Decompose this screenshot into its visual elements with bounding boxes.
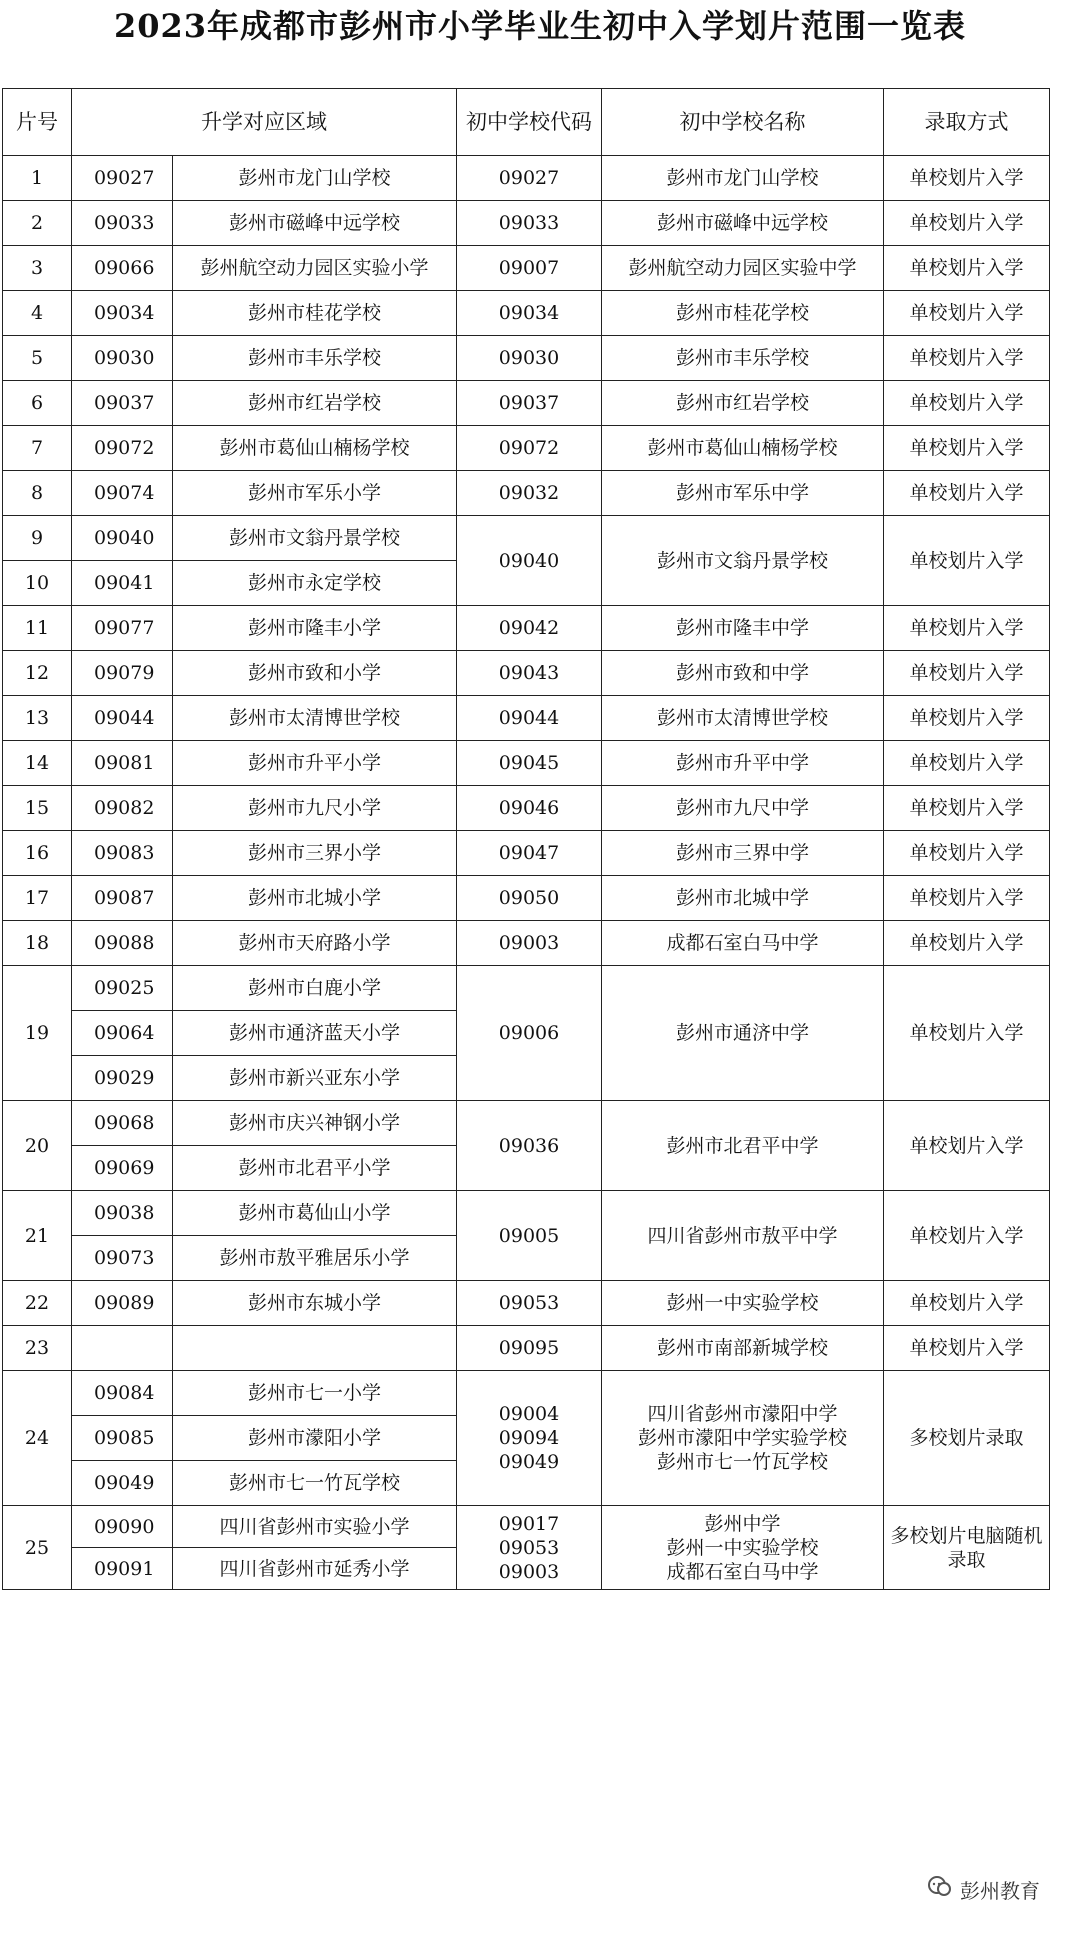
middle-school-name-line: 彭州市太清博世学校: [656, 707, 828, 729]
middle-school-name: [602, 831, 884, 876]
admission-method: 单校划片入学: [884, 246, 1050, 291]
middle-school-code: [457, 831, 602, 876]
header-row: [3, 89, 1050, 156]
middle-school-code-line: 09006: [498, 1022, 560, 1044]
primary-school-code: 09040: [72, 516, 173, 561]
middle-school-name: [602, 741, 884, 786]
primary-school-code: 09030: [72, 336, 173, 381]
primary-school-code: 09034: [72, 291, 173, 336]
table-row: [3, 696, 1050, 741]
middle-school-code: [457, 786, 602, 831]
table-row: [3, 156, 1050, 201]
middle-school-code: [457, 381, 602, 426]
row-number: 23: [3, 1326, 72, 1371]
middle-school-name: [602, 426, 884, 471]
primary-school-name: 彭州市北城小学: [173, 876, 457, 921]
row-number: 24: [3, 1371, 72, 1506]
table-row: [3, 381, 1050, 426]
admission-method: 单校划片入学: [884, 651, 1050, 696]
row-number: 3: [3, 246, 72, 291]
middle-school-code: [457, 471, 602, 516]
middle-school-code-line: 09049: [498, 1451, 560, 1473]
middle-school-code: [457, 336, 602, 381]
middle-school-name-line: 成都石室白马中学: [666, 932, 819, 954]
row-number: 20: [3, 1101, 72, 1191]
middle-school-name: [602, 1326, 884, 1371]
row-number: 19: [3, 966, 72, 1101]
row-number: 9: [3, 516, 72, 561]
admission-method: 单校划片入学: [884, 741, 1050, 786]
primary-school-code: 09088: [72, 921, 173, 966]
header-no: 片号: [3, 89, 72, 156]
primary-school-name: 彭州市濛阳小学: [173, 1416, 457, 1461]
primary-school-code: 09077: [72, 606, 173, 651]
middle-school-code-line: 09040: [498, 549, 560, 572]
watermark-text: 彭州教育: [960, 1879, 1040, 1903]
table-row: [3, 606, 1050, 651]
middle-school-name-line: 彭州市南部新城学校: [656, 1337, 828, 1359]
middle-school-code-line: 09043: [498, 662, 560, 684]
admission-method: 单校划片入学: [884, 1281, 1050, 1326]
primary-school-code: 09073: [72, 1236, 173, 1281]
table-row: [3, 831, 1050, 876]
primary-school-code: 09072: [72, 426, 173, 471]
primary-school-name: 彭州市北君平小学: [173, 1146, 457, 1191]
row-number: 18: [3, 921, 72, 966]
primary-school-name: 彭州市七一竹瓦学校: [173, 1461, 457, 1506]
middle-school-code-line: 09030: [498, 347, 560, 369]
middle-school-name: [602, 1506, 884, 1590]
middle-school-name-line: 成都石室白马中学: [666, 1560, 819, 1583]
admission-method: 单校划片入学: [884, 336, 1050, 381]
middle-school-code-line: 09004: [498, 1403, 560, 1425]
middle-school-name: [602, 921, 884, 966]
middle-school-code: [457, 291, 602, 336]
primary-school-name: 彭州市葛仙山楠杨学校: [173, 426, 457, 471]
row-number: 5: [3, 336, 72, 381]
primary-school-name: 彭州市磁峰中远学校: [173, 201, 457, 246]
middle-school-name: [602, 606, 884, 651]
middle-school-code: [457, 876, 602, 921]
table-row: [3, 336, 1050, 381]
middle-school-name-line: 彭州市濛阳中学实验学校: [637, 1427, 847, 1449]
table-row: [3, 1101, 1050, 1146]
middle-school-code: [457, 1506, 602, 1590]
middle-school-code: [457, 651, 602, 696]
middle-school-name: [602, 786, 884, 831]
middle-school-code-line: 09027: [498, 167, 560, 189]
table-body: [3, 156, 1050, 1590]
middle-school-code: [457, 606, 602, 651]
primary-school-code: 09025: [72, 966, 173, 1011]
primary-school-name: 彭州市三界小学: [173, 831, 457, 876]
middle-school-name-line: 彭州中学: [704, 1512, 781, 1535]
primary-school-name: 彭州市庆兴神钢小学: [173, 1101, 457, 1146]
primary-school-name: [173, 1326, 457, 1371]
middle-school-name-line: 彭州市北君平中学: [666, 1134, 819, 1157]
primary-school-name: 彭州市七一小学: [173, 1371, 457, 1416]
primary-school-code: 09085: [72, 1416, 173, 1461]
header-middle-code: 初中学校代码: [457, 89, 602, 156]
middle-school-code-line: 09047: [498, 842, 560, 864]
middle-school-name: [602, 336, 884, 381]
admission-method: 单校划片入学: [884, 831, 1050, 876]
admission-method: 单校划片入学: [884, 786, 1050, 831]
primary-school-name: 彭州市通济蓝天小学: [173, 1011, 457, 1056]
middle-school-name-line: 彭州市桂花学校: [675, 302, 809, 324]
admission-method: 单校划片入学: [884, 156, 1050, 201]
middle-school-name-line: 彭州市隆丰中学: [675, 617, 809, 639]
wechat-icon: [926, 1873, 954, 1906]
middle-school-code: [457, 156, 602, 201]
middle-school-code: [457, 1371, 602, 1506]
primary-school-code: 09064: [72, 1011, 173, 1056]
primary-school-name: 彭州市升平小学: [173, 741, 457, 786]
middle-school-code-line: 09053: [498, 1536, 560, 1559]
row-number: 13: [3, 696, 72, 741]
table-row: [3, 651, 1050, 696]
admission-method: 单校划片入学: [884, 201, 1050, 246]
middle-school-name-line: 彭州市葛仙山楠杨学校: [647, 437, 838, 459]
primary-school-code: 09029: [72, 1056, 173, 1101]
table-row: [3, 1191, 1050, 1236]
middle-school-name-line: 彭州市七一竹瓦学校: [656, 1451, 828, 1473]
middle-school-name-line: 彭州市文翁丹景学校: [656, 549, 828, 572]
middle-school-name-line: 四川省彭州市濛阳中学: [647, 1403, 838, 1425]
middle-school-code-line: 09017: [498, 1512, 560, 1535]
middle-school-code: [457, 1191, 602, 1281]
primary-school-code: 09087: [72, 876, 173, 921]
table-row: [3, 966, 1050, 1011]
admission-method: 单校划片入学: [884, 1101, 1050, 1191]
row-number: 12: [3, 651, 72, 696]
table-row: [3, 1506, 1050, 1548]
primary-school-code: [72, 1326, 173, 1371]
primary-school-name: 彭州航空动力园区实验小学: [173, 246, 457, 291]
middle-school-code-line: 09046: [498, 797, 560, 819]
primary-school-code: 09066: [72, 246, 173, 291]
middle-school-code: [457, 1101, 602, 1191]
admission-method: 多校划片电脑随机录取: [884, 1506, 1050, 1590]
admission-method: 单校划片入学: [884, 426, 1050, 471]
middle-school-name: [602, 876, 884, 921]
primary-school-name: 彭州市敖平雅居乐小学: [173, 1236, 457, 1281]
primary-school-code: 09041: [72, 561, 173, 606]
middle-school-name-line: 彭州市龙门山学校: [666, 167, 819, 189]
middle-school-name-line: 彭州市九尺中学: [675, 797, 809, 819]
primary-school-code: 09069: [72, 1146, 173, 1191]
admission-method: 单校划片入学: [884, 966, 1050, 1101]
primary-school-name: 彭州市东城小学: [173, 1281, 457, 1326]
middle-school-code-line: 09037: [498, 392, 560, 414]
row-number: 15: [3, 786, 72, 831]
middle-school-code-line: 09003: [498, 1560, 560, 1583]
middle-school-code-line: 09005: [498, 1224, 560, 1247]
district-table: [2, 88, 1050, 1590]
middle-school-name: [602, 201, 884, 246]
middle-school-name-line: 四川省彭州市敖平中学: [647, 1224, 838, 1247]
table-row: [3, 291, 1050, 336]
middle-school-code: [457, 966, 602, 1101]
middle-school-name-line: 彭州航空动力园区实验中学: [628, 257, 857, 279]
row-number: 4: [3, 291, 72, 336]
row-number: 2: [3, 201, 72, 246]
primary-school-code: 09033: [72, 201, 173, 246]
primary-school-code: 09082: [72, 786, 173, 831]
primary-school-name: 彭州市新兴亚东小学: [173, 1056, 457, 1101]
middle-school-name-line: 彭州市丰乐学校: [675, 347, 809, 369]
primary-school-name: 彭州市龙门山学校: [173, 156, 457, 201]
primary-school-code: 09044: [72, 696, 173, 741]
middle-school-code-line: 09095: [498, 1337, 560, 1359]
middle-school-code-line: 09003: [498, 932, 560, 954]
primary-school-code: 09079: [72, 651, 173, 696]
middle-school-code: [457, 516, 602, 606]
admission-method: 单校划片入学: [884, 381, 1050, 426]
middle-school-name: [602, 696, 884, 741]
middle-school-name-line: 彭州市军乐中学: [675, 482, 809, 504]
admission-method: 单校划片入学: [884, 876, 1050, 921]
watermark: [920, 1871, 1046, 1908]
table-row: [3, 786, 1050, 831]
middle-school-code-line: 09044: [498, 707, 560, 729]
table-row: [3, 1326, 1050, 1371]
middle-school-name: [602, 1281, 884, 1326]
middle-school-name-line: 彭州市升平中学: [675, 752, 809, 774]
table-row: [3, 516, 1050, 561]
middle-school-name: [602, 381, 884, 426]
middle-school-code: [457, 921, 602, 966]
middle-school-code: [457, 1281, 602, 1326]
admission-method: 单校划片入学: [884, 921, 1050, 966]
header-area: 升学对应区域: [72, 89, 457, 156]
admission-method: 单校划片入学: [884, 1326, 1050, 1371]
table-row: [3, 921, 1050, 966]
row-number: 16: [3, 831, 72, 876]
table-row: [3, 426, 1050, 471]
table-row: [3, 246, 1050, 291]
middle-school-code: [457, 1326, 602, 1371]
primary-school-name: 彭州市丰乐学校: [173, 336, 457, 381]
middle-school-name: [602, 246, 884, 291]
middle-school-name-line: 彭州市磁峰中远学校: [656, 212, 828, 234]
middle-school-code-line: 09045: [498, 752, 560, 774]
admission-method: 单校划片入学: [884, 606, 1050, 651]
page-title: 2023年成都市彭州市小学毕业生初中入学划片范围一览表: [113, 7, 967, 45]
primary-school-name: 彭州市军乐小学: [173, 471, 457, 516]
primary-school-name: 彭州市永定学校: [173, 561, 457, 606]
primary-school-name: 彭州市文翁丹景学校: [173, 516, 457, 561]
middle-school-name-line: 彭州市三界中学: [675, 842, 809, 864]
middle-school-name: [602, 966, 884, 1101]
primary-school-code: 09089: [72, 1281, 173, 1326]
primary-school-code: 09083: [72, 831, 173, 876]
primary-school-code: 09074: [72, 471, 173, 516]
primary-school-name: 四川省彭州市实验小学: [173, 1506, 457, 1548]
middle-school-name-line: 彭州市红岩学校: [675, 392, 809, 414]
table-row: [3, 1281, 1050, 1326]
row-number: 25: [3, 1506, 72, 1590]
primary-school-code: 09049: [72, 1461, 173, 1506]
row-number: 17: [3, 876, 72, 921]
admission-method: 单校划片入学: [884, 1191, 1050, 1281]
table-row: [3, 201, 1050, 246]
primary-school-name: 彭州市致和小学: [173, 651, 457, 696]
header-middle-name: 初中学校名称: [602, 89, 884, 156]
middle-school-name-line: 彭州一中实验学校: [666, 1536, 819, 1559]
primary-school-name: 彭州市太清博世学校: [173, 696, 457, 741]
primary-school-code: 09084: [72, 1371, 173, 1416]
row-number: 7: [3, 426, 72, 471]
middle-school-name: [602, 516, 884, 606]
middle-school-name: [602, 651, 884, 696]
middle-school-code: [457, 201, 602, 246]
row-number: 11: [3, 606, 72, 651]
middle-school-code: [457, 741, 602, 786]
admission-method: 单校划片入学: [884, 516, 1050, 606]
middle-school-name-line: 彭州一中实验学校: [666, 1292, 819, 1314]
admission-method: 单校划片入学: [884, 696, 1050, 741]
primary-school-code: 09027: [72, 156, 173, 201]
middle-school-name: [602, 1371, 884, 1506]
admission-method: 单校划片入学: [884, 291, 1050, 336]
primary-school-code: 09068: [72, 1101, 173, 1146]
middle-school-name: [602, 1191, 884, 1281]
middle-school-name-line: 彭州市致和中学: [675, 662, 809, 684]
row-number: 8: [3, 471, 72, 516]
middle-school-code-line: 09042: [498, 617, 560, 639]
middle-school-name: [602, 291, 884, 336]
row-number: 14: [3, 741, 72, 786]
middle-school-name: [602, 1101, 884, 1191]
middle-school-code-line: 09053: [498, 1292, 560, 1314]
primary-school-code: 09091: [72, 1548, 173, 1590]
admission-method: 单校划片入学: [884, 471, 1050, 516]
header-method: 录取方式: [884, 89, 1050, 156]
primary-school-code: 09090: [72, 1506, 173, 1548]
primary-school-code: 09038: [72, 1191, 173, 1236]
row-number: 10: [3, 561, 72, 606]
middle-school-code-line: 09032: [498, 482, 560, 504]
row-number: 21: [3, 1191, 72, 1281]
primary-school-code: 09037: [72, 381, 173, 426]
table-row: [3, 471, 1050, 516]
admission-method: 多校划片录取: [884, 1371, 1050, 1506]
middle-school-code: [457, 426, 602, 471]
primary-school-name: 彭州市九尺小学: [173, 786, 457, 831]
primary-school-code: 09081: [72, 741, 173, 786]
middle-school-code-line: 09072: [498, 437, 560, 459]
middle-school-code-line: 09094: [498, 1427, 560, 1449]
middle-school-code-line: 09036: [498, 1134, 560, 1157]
primary-school-name: 彭州市天府路小学: [173, 921, 457, 966]
middle-school-code-line: 09050: [498, 887, 560, 909]
middle-school-code: [457, 246, 602, 291]
row-number: 22: [3, 1281, 72, 1326]
primary-school-name: 四川省彭州市延秀小学: [173, 1548, 457, 1590]
middle-school-code-line: 09033: [498, 212, 560, 234]
primary-school-name: 彭州市白鹿小学: [173, 966, 457, 1011]
middle-school-name: [602, 471, 884, 516]
middle-school-name: [602, 156, 884, 201]
table-row: [3, 1371, 1050, 1416]
primary-school-name: 彭州市桂花学校: [173, 291, 457, 336]
row-number: 6: [3, 381, 72, 426]
middle-school-name-line: 彭州市北城中学: [675, 887, 809, 909]
middle-school-name-line: 彭州市通济中学: [675, 1022, 809, 1044]
primary-school-name: 彭州市葛仙山小学: [173, 1191, 457, 1236]
primary-school-name: 彭州市红岩学校: [173, 381, 457, 426]
primary-school-name: 彭州市隆丰小学: [173, 606, 457, 651]
middle-school-code: [457, 696, 602, 741]
table-row: [3, 876, 1050, 921]
middle-school-code-line: 09007: [498, 257, 560, 279]
table-row: [3, 741, 1050, 786]
middle-school-code-line: 09034: [498, 302, 560, 324]
row-number: 1: [3, 156, 72, 201]
